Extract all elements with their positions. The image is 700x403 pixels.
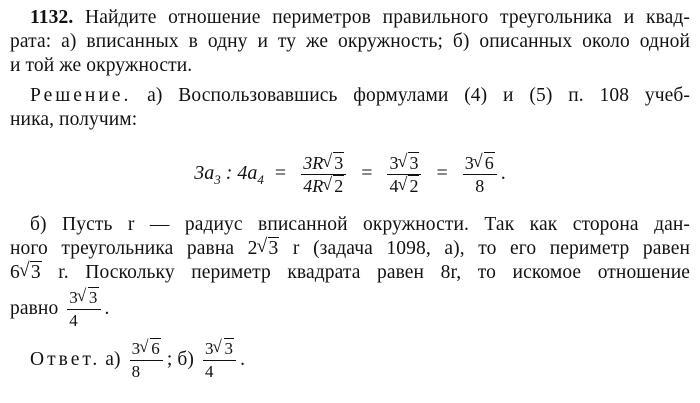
problem-number: 1132. xyxy=(30,7,74,28)
textbook-page xyxy=(10,6,690,385)
part-b-line-1: б) Пусть r — радиус вписанной окружности. Так как сторона дан- xyxy=(30,214,690,235)
problem-line-3: и той же окружности. xyxy=(10,55,193,76)
solution-line-2: ника, получим: xyxy=(10,109,138,130)
solution-label: Решение. xyxy=(30,85,132,106)
answer-a-fraction: $\frac{3√ 6}{8}$ xyxy=(130,338,163,383)
ratio-fraction: $\frac{3√ 3}{4}$ xyxy=(67,287,100,332)
formula-lhs: $3a_3$ : $4a_4$ xyxy=(194,162,264,188)
solution-text-1: а) Воспользовавшись формулами (4) и (5) п. 108 учеб- xyxy=(147,85,691,106)
part-b-line-4: равно $\frac{3√ 3}{4}$ . xyxy=(10,285,690,333)
problem-text-1: Найдите отношение периметров правильного треугольника и квад- xyxy=(85,7,690,28)
problem-line-1 xyxy=(10,6,690,30)
main-formula: $3a_3$ : $4a_4$ = $\frac{3R√ 3}{4R√ 2}$ = $\frac{3√ 3}{4√ 2}$ = $\frac{3√ 6}{8}$ . xyxy=(10,152,690,197)
formula-fraction-2: $\frac{3√ 3}{4√ 2}$ xyxy=(387,152,421,197)
problem-line-2: рата: а) вписанных в одну и ту же окружность; б) описанных около одной xyxy=(10,31,690,52)
answer-label: Ответ. xyxy=(30,349,101,370)
formula-fraction-1: $\frac{3R√ 3}{4R√ 2}$ xyxy=(301,152,346,197)
part-b-line-2: ного треугольника равна 2√ 3 r (задача 1098, а), то его периметр равен xyxy=(10,237,690,261)
part-b-line-3: 6√ 3 r. Поскольку периметр квадрата равен 8r, то искомое отношение xyxy=(10,261,690,285)
answer-b-fraction: $\frac{3√ 3}{4}$ xyxy=(203,338,236,383)
formula-fraction-3: $\frac{3√ 6}{8}$ xyxy=(463,152,497,197)
solution-line-1 xyxy=(10,84,690,108)
answer-line: Ответ. а) $\frac{3√ 6}{8}$ ; б) $\frac{3√ 3}{4}$ . xyxy=(10,335,690,385)
